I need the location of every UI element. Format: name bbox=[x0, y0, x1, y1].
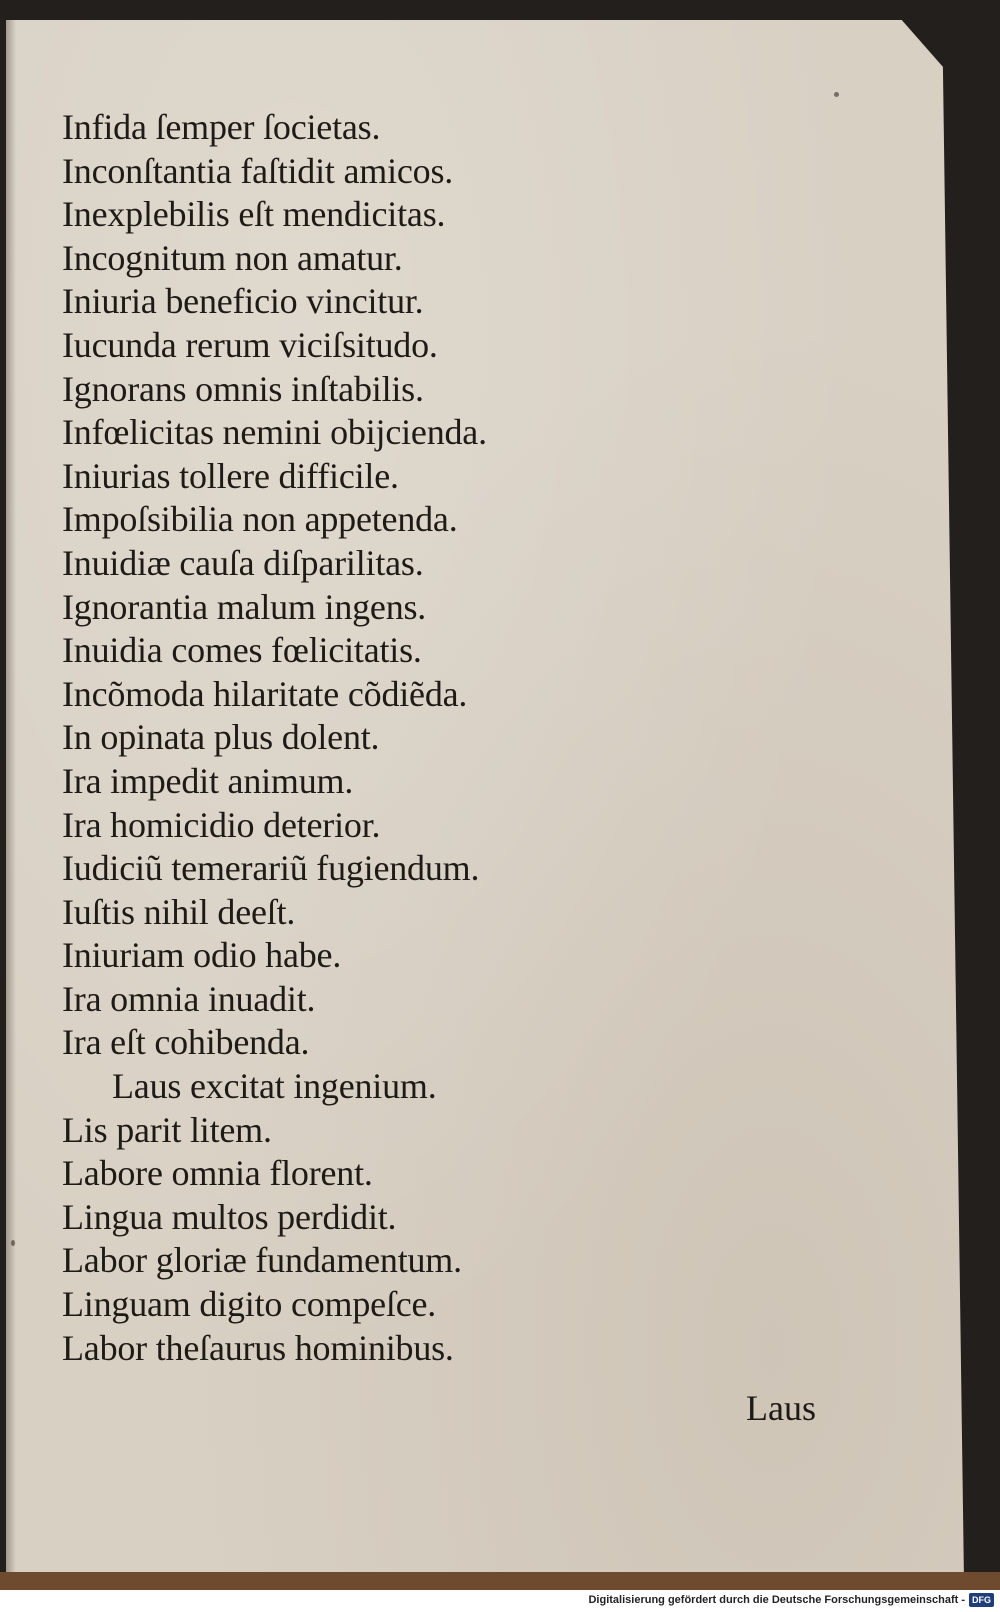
page-bottom-edge bbox=[0, 1572, 1000, 1590]
proverb-line: Iniuria beneficio vincitur. bbox=[62, 281, 424, 322]
proverb-line: Ira impedit animum. bbox=[62, 760, 354, 801]
proverb-line: Inconſtantia faſtidit amicos. bbox=[62, 150, 454, 191]
proverb-line: Lis parit litem. bbox=[62, 1109, 272, 1150]
proverb-line: Ignorans omnis inſtabilis. bbox=[62, 368, 424, 409]
proverb-line: Iuſtis nihil deeſt. bbox=[62, 891, 296, 932]
proverb-list bbox=[62, 106, 487, 1370]
proverb-line: Inuidia comes fœlicitatis. bbox=[62, 630, 422, 671]
proverb-line: Labore omnia florent. bbox=[62, 1153, 373, 1194]
proverb-line: Iudiciũ temerariũ fugiendum. bbox=[62, 848, 480, 889]
proverb-line: Iniuriam odio habe. bbox=[62, 935, 342, 976]
proverb-line: Infœlicitas nemini obijcienda. bbox=[62, 412, 487, 453]
proverb-line: Linguam digito compeſce. bbox=[62, 1284, 437, 1325]
digitization-credit bbox=[588, 1592, 994, 1608]
proverb-line: Impoſsibilia non appetenda. bbox=[62, 499, 458, 540]
page-gutter-shadow bbox=[6, 20, 16, 1582]
proverb-line: Infida ſemper ſocietas. bbox=[62, 107, 381, 147]
catchword: Laus bbox=[746, 1388, 816, 1428]
proverb-line: Inuidiæ cauſa diſparilitas. bbox=[62, 542, 424, 583]
dfg-logo: DFG bbox=[969, 1593, 994, 1607]
proverb-line: Lingua multos perdidit. bbox=[62, 1196, 397, 1237]
proverb-line: Ira eſt cohibenda. bbox=[62, 1022, 310, 1063]
proverb-line: Iniurias tollere difficile. bbox=[62, 455, 399, 496]
proverb-line: Labor theſaurus hominibus. bbox=[62, 1327, 454, 1368]
section-start-line: Laus excitat ingenium. bbox=[112, 1066, 437, 1107]
proverb-line: Incognitum non amatur. bbox=[62, 237, 403, 278]
proverb-line: Ignorantia malum ingens. bbox=[62, 586, 427, 627]
ink-speck bbox=[11, 1240, 15, 1246]
proverb-line: Incõmoda hilaritate cõdiẽda. bbox=[62, 673, 468, 714]
ink-speck bbox=[834, 92, 839, 97]
proverb-line: Labor gloriæ fundamentum. bbox=[62, 1240, 462, 1281]
proverb-line: In opinata plus dolent. bbox=[62, 717, 380, 758]
proverb-line: Inexplebilis eſt mendicitas. bbox=[62, 194, 446, 235]
credit-text: Digitalisierung gefördert durch die Deutsche Forschungsgemeinschaft - bbox=[588, 1594, 965, 1606]
proverb-line: Ira omnia inuadit. bbox=[62, 978, 316, 1019]
proverb-line: Ira homicidio deterior. bbox=[62, 804, 381, 845]
proverb-line: Iucunda rerum viciſsitudo. bbox=[62, 324, 438, 365]
